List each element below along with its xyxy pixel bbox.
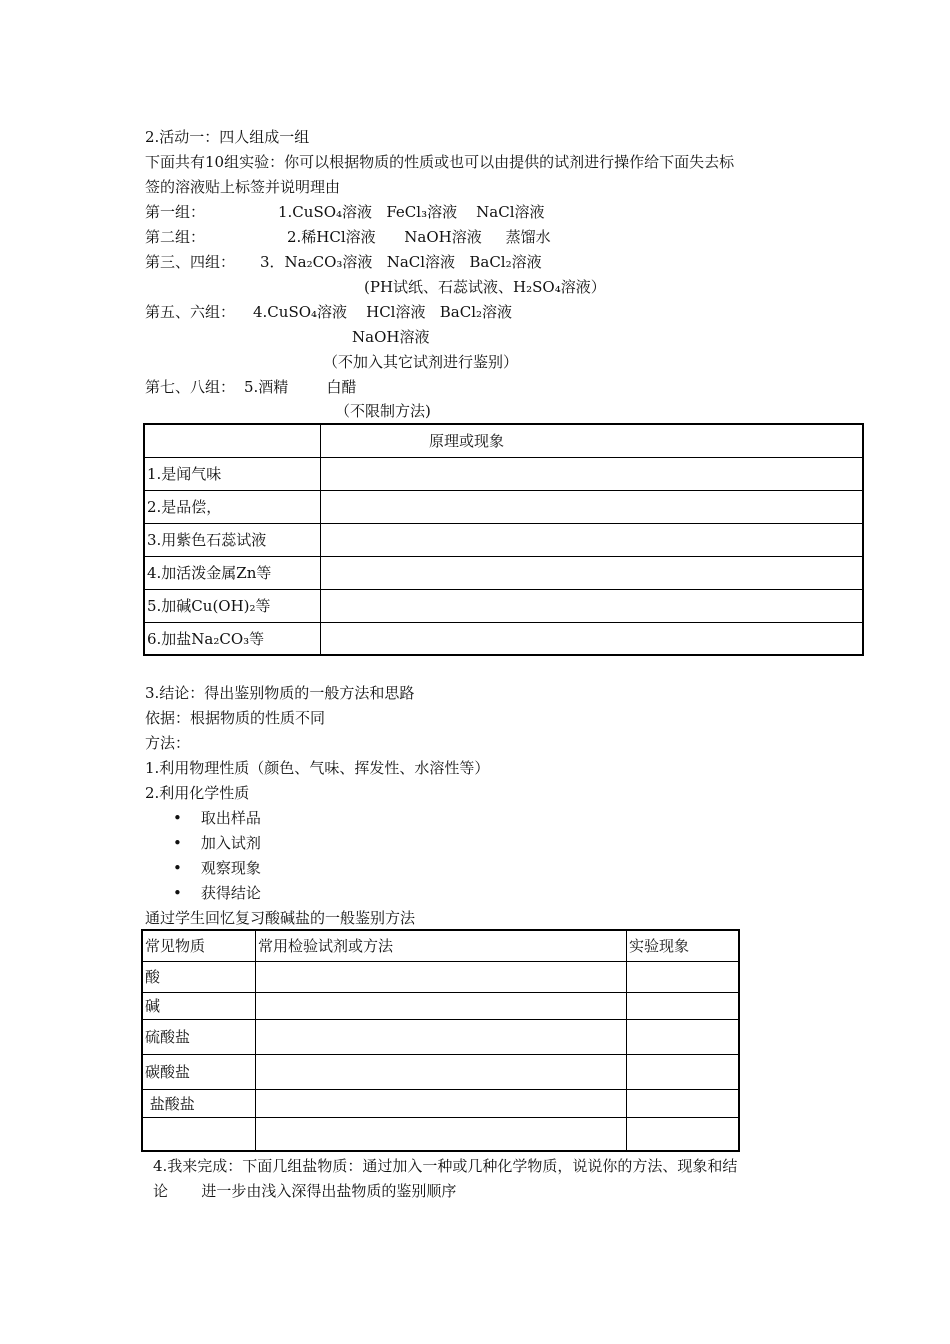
list-item: • 加入试剂 [173,834,261,852]
table-cell: 4.加活泼金属Zn等 [144,556,321,589]
group34-reagents: 3．Na₂CO₃溶液 NaCl溶液 BaCl₂溶液 [260,253,542,271]
table-row [144,523,863,556]
table-cell [627,1089,740,1117]
table-cell: 碳酸盐 [142,1054,256,1089]
table-header-cell: 常用检验试剂或方法 [256,930,627,961]
table-cell [627,961,740,992]
group1-label: 第一组： [145,203,206,221]
table-cell [321,457,864,490]
group34-note: (PH试纸、石蕊试液、H₂SO₄溶液） [364,278,606,296]
list-item-text: 观察现象 [200,859,261,877]
table-row [144,622,863,655]
table-header-cell: 实验现象 [627,930,740,961]
list-item: • 观察现象 [173,859,261,877]
table-cell: 硫酸盐 [142,1019,256,1054]
identification-table [141,929,740,1152]
table-cell [627,1019,740,1054]
group56-label: 第五、六组： [145,303,236,321]
table-cell [256,961,627,992]
table-cell [256,1089,627,1117]
group78-reagents: 5.酒精 白醋 [244,378,357,396]
table-cell: 碱 [142,992,256,1019]
table-row [144,424,863,457]
table-cell: 5.加碱Cu(OH)₂等 [144,589,321,622]
table-cell [256,992,627,1019]
method-chemical: 2.利用化学性质 [145,784,250,802]
table-row [144,490,863,523]
table-cell [256,1019,627,1054]
table-cell [321,622,864,655]
table-cell [142,1117,256,1151]
table-cell: 2.是品偿， [144,490,321,523]
list-item-text: 获得结论 [200,884,261,902]
group56-reagents: 4.CuSO₄溶液 HCl溶液 BaCl₂溶液 [253,303,513,321]
table-cell: 1.是闻气味 [144,457,321,490]
table-cell [256,1117,627,1151]
table-row [142,930,739,961]
table-cell [627,1054,740,1089]
conclusion-method: 方法： [145,734,191,752]
list-item: • 取出样品 [173,809,261,827]
group34-label: 第三、四组： [145,253,236,271]
table-row [142,1089,739,1117]
table-cell [144,424,321,457]
table-cell [627,992,740,1019]
list-item-text: 加入试剂 [200,834,261,852]
group2-label: 第二组： [145,228,206,246]
table-row [144,457,863,490]
group78-label: 第七、八组： [145,378,236,396]
table-cell: 3.用紫色石蕊试液 [144,523,321,556]
table-row [142,992,739,1019]
table-row [142,1054,739,1089]
table-cell [321,589,864,622]
activity-heading: 2.活动一：四人组成一组 [145,128,310,146]
group1-reagents: 1.CuSO₄溶液 FeCl₃溶液 NaCl溶液 [278,203,545,221]
table-row [144,589,863,622]
table-header-cell: 常见物质 [142,930,256,961]
table-cell [321,556,864,589]
group2-reagents: 2.稀HCl溶液 NaOH溶液 蒸馏水 [287,228,551,246]
activity-intro-line2: 签的溶液贴上标签并说明理由 [145,178,341,196]
task-line2: 论 进一步由浅入深得出盐物质的鉴别顺序 [153,1182,457,1200]
task-line1: 4.我来完成：下面几组盐物质：通过加入一种或几种化学物质，说说你的方法、现象和结 [153,1157,738,1175]
activity-intro-line1: 下面共有10组实验：你可以根据物质的性质或也可以由提供的试剂进行操作给下面失去标 [145,153,735,171]
conclusion-basis: 依据：根据物质的性质不同 [145,709,326,727]
table-header-cell: 原理或现象 [321,424,864,457]
method-physical: 1.利用物理性质（颜色、气味、挥发性、水溶性等） [145,759,490,777]
table-cell: 6.加盐Na₂CO₃等 [144,622,321,655]
group78-note: （不限制方法) [335,402,431,420]
review-text: 通过学生回忆复习酸碱盐的一般鉴别方法 [145,909,416,927]
conclusion-heading: 3.结论：得出鉴别物质的一般方法和思路 [145,684,415,702]
table-cell: 酸 [142,961,256,992]
table-cell [256,1054,627,1089]
table-cell [321,490,864,523]
group56-note: （不加入其它试剂进行鉴别） [323,353,519,371]
table-row [144,556,863,589]
group56-reagents-line2: NaOH溶液 [352,328,430,346]
list-item-text: 取出样品 [200,809,261,827]
table-cell [627,1117,740,1151]
table-row [142,1019,739,1054]
method-table [143,423,864,656]
list-item: • 获得结论 [173,884,261,902]
table-cell [321,523,864,556]
table-row [142,961,739,992]
table-cell: 盐酸盐 [142,1089,256,1117]
table-row [142,1117,739,1151]
